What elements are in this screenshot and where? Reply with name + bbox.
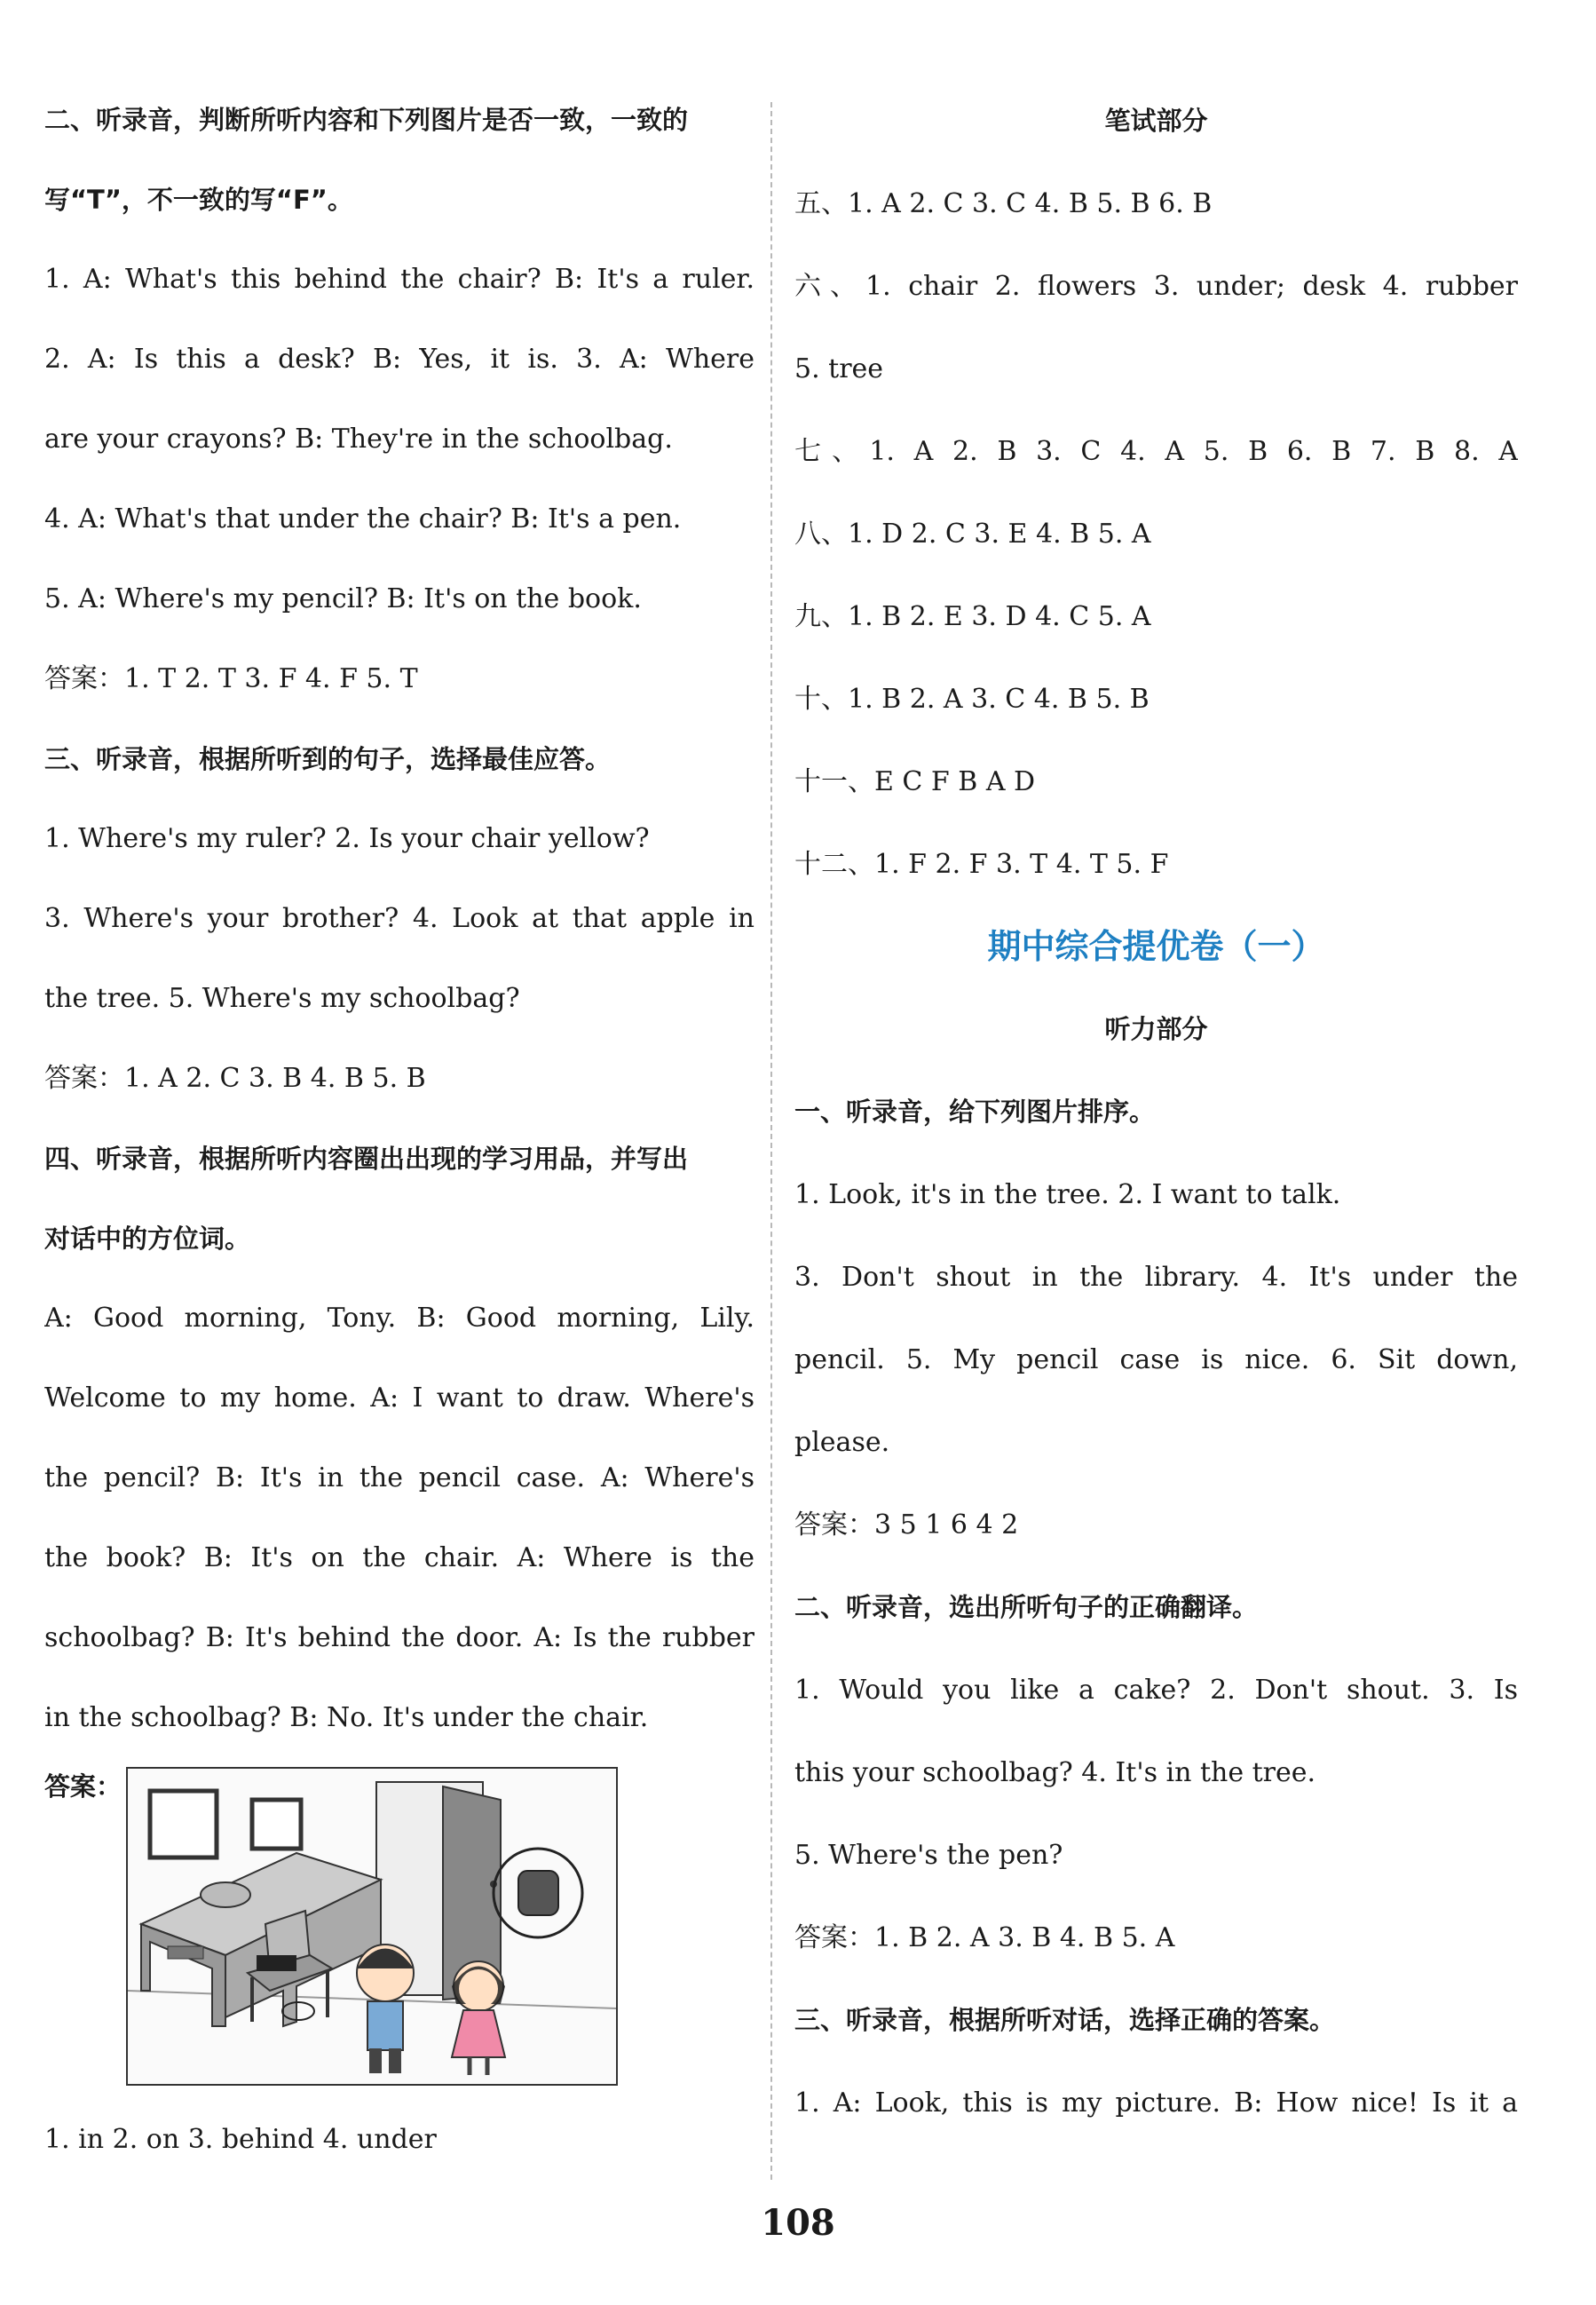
left-text-line: 四、听录音，根据所听内容圈出出现的学习用品，并写出	[44, 1144, 689, 1174]
left-text-line: Welcome to my home. A: I want to draw. Where's	[44, 1382, 755, 1414]
left-column	[44, 80, 755, 2180]
left-text-line: in the schoolbag? B: No. It's under the chair.	[44, 1702, 649, 1733]
column-divider	[770, 102, 772, 2180]
right-text-line: 答案：1. B 2. A 3. B 4. B 5. A	[794, 1922, 1175, 1953]
left-text-line: the pencil? B: It's in the pencil case. A: Where's	[44, 1462, 755, 1493]
left-text-line: 4. A: What's that under the chair? B: It's a pen.	[44, 503, 682, 535]
right-text-line: 答案：3 5 1 6 4 2	[794, 1509, 1019, 1541]
left-text-line: 对话中的方位词。	[44, 1224, 251, 1254]
left-last-answer-line: 1. in 2. on 3. behind 4. under	[44, 2124, 437, 2155]
left-text-line: the book? B: It's on the chair. A: Where is the	[44, 1542, 755, 1573]
right-text-line: 一、听录音，给下列图片排序。	[794, 1097, 1156, 1127]
left-text-line: 1. A: What's this behind the chair? B: It's a ruler.	[44, 264, 755, 295]
left-text-line: 答案：1. A 2. C 3. B 4. B 5. B	[44, 1063, 426, 1094]
left-text-line: 三、听录音，根据所听到的句子，选择最佳应答。	[44, 744, 612, 774]
right-text-line: 3. Don't shout in the library. 4. It's under the	[794, 1262, 1518, 1293]
page-number: 108	[761, 2202, 835, 2244]
answer-illustration-row	[44, 1758, 755, 2100]
left-text-line: are your crayons? B: They're in the schoolbag.	[44, 424, 673, 455]
room-illustration-svg	[128, 1769, 616, 2084]
picture-frame-right	[252, 1800, 301, 1849]
boy	[357, 1945, 414, 2073]
girl	[452, 1961, 505, 2075]
right-text-line: 六、1. chair 2. flowers 3. under; desk 4. rubber	[794, 271, 1518, 302]
left-text-line: 2. A: Is this a desk? B: Yes, it is. 3. A: Where	[44, 344, 755, 375]
left-text-line: 1. Where's my ruler? 2. Is your chair yellow?	[44, 823, 650, 854]
right-text-line: 三、听录音，根据所听对话，选择正确的答案。	[794, 2005, 1336, 2035]
right-text-line: 1. Would you like a cake? 2. Don't shout. 3. Is	[794, 1675, 1518, 1706]
right-text-line: 八、1. D 2. C 3. E 4. B 5. A	[794, 519, 1151, 550]
left-text-line: A: Good morning, Tony. B: Good morning, Lily.	[44, 1303, 755, 1334]
left-text-line: the tree. 5. Where's my schoolbag?	[44, 983, 520, 1014]
left-text-line: 写“T”，不一致的写“F”。	[44, 185, 353, 215]
right-text-line: 七、1. A 2. B 3. C 4. A 5. B 6. B 7. B 8. A	[794, 436, 1518, 467]
right-text-line: 5. Where's the pen?	[794, 1840, 1063, 1871]
desk	[141, 1853, 381, 2026]
room-illustration	[126, 1767, 618, 2086]
right-text-line: 听力部分	[1104, 1014, 1208, 1044]
right-column	[794, 80, 1518, 2144]
left-text-line: 3. Where's your brother? 4. Look at that apple in	[44, 903, 755, 934]
right-text-line: 二、听录音，选出所听句子的正确翻译。	[794, 1592, 1259, 1622]
right-text-line: 笔试部分	[1104, 106, 1208, 136]
book	[257, 1955, 296, 1971]
right-text-line: 五、1. A 2. C 3. C 4. B 5. B 6. B	[794, 188, 1213, 219]
right-text-line: pencil. 5. My pencil case is nice. 6. Sit down,	[794, 1344, 1518, 1375]
right-text-line: 十、1. B 2. A 3. C 4. B 5. B	[794, 684, 1150, 715]
right-text-line: 十二、1. F 2. F 3. T 4. T 5. F	[794, 849, 1169, 880]
left-text-line: 答案：1. T 2. T 3. F 4. F 5. T	[44, 663, 418, 694]
left-text-line: 5. A: Where's my pencil? B: It's on the book.	[44, 583, 642, 614]
right-text-line: 1. A: Look, this is my picture. B: How nice! Is it a	[794, 2087, 1518, 2119]
picture-frame-left	[150, 1791, 217, 1857]
right-text-line: 1. Look, it's in the tree. 2. I want to talk.	[794, 1179, 1341, 1210]
right-text-line: please.	[794, 1427, 890, 1458]
schoolbag-circled	[494, 1849, 582, 1937]
answer-label: 答案：	[44, 1771, 122, 1802]
left-text-line: 二、听录音，判断所听内容和下列图片是否一致，一致的	[44, 105, 689, 135]
right-text-line: 期中综合提优卷（一）	[987, 927, 1325, 966]
right-text-line: this your schoolbag? 4. It's in the tree.	[794, 1757, 1316, 1788]
right-text-line: 十一、E C F B A D	[794, 766, 1036, 797]
pencil-case	[201, 1882, 250, 1907]
right-text-line: 5. tree	[794, 353, 884, 384]
right-text-line: 九、1. B 2. E 3. D 4. C 5. A	[794, 601, 1151, 632]
left-text-line: schoolbag? B: It's behind the door. A: Is the rubber	[44, 1622, 755, 1653]
